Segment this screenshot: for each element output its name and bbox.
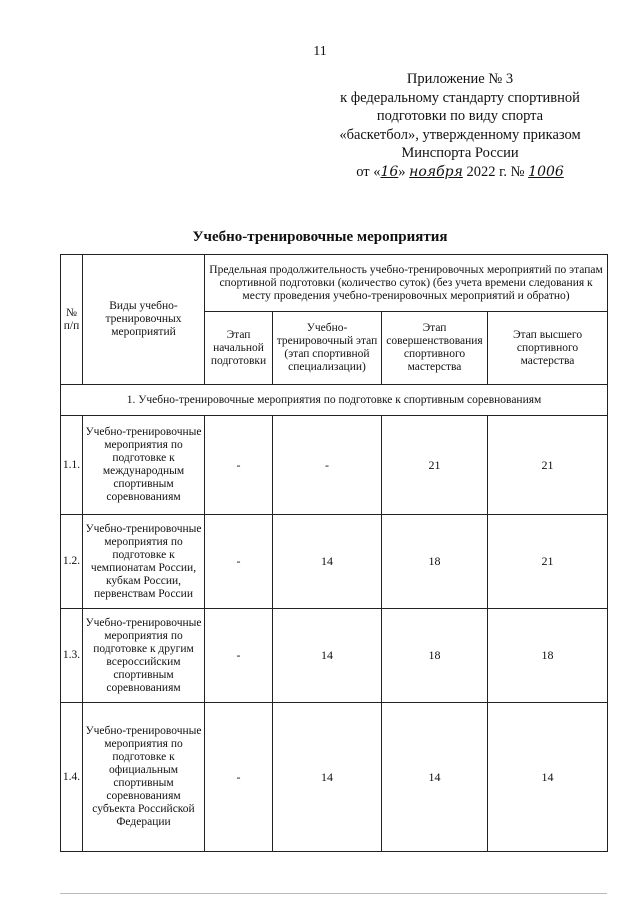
section-title: 1. Учебно-тренировочные мероприятия по подготовке к спортивным соревнованиям <box>61 385 608 416</box>
table-header-row <box>61 255 608 312</box>
appendix-header <box>310 70 610 181</box>
appendix-line-1: Приложение № 3 <box>406 71 514 87</box>
header-group: Предельная продолжительность учебно-тренировочных мероприятий по этапам спортивной подготовки (количество суток) (без учета времени следования к месту проведения учебно-тренировочных мероприятий и обратно) <box>205 255 608 312</box>
order-year: 2022 г. № <box>462 163 529 180</box>
row-value-stage-3: 18 <box>382 609 488 703</box>
header-stage-3: Этап совершенствования спортивного мастерства <box>382 312 488 385</box>
row-value-stage-1: - <box>205 703 273 852</box>
row-value-stage-4: 18 <box>488 609 608 703</box>
row-value-stage-3: 18 <box>382 515 488 609</box>
page-number: 11 <box>313 44 327 59</box>
row-num: 1.2. <box>61 515 83 609</box>
row-kind: Учебно-тренировочные мероприятия по подготовке к другим всероссийским спортивным соревнованиям <box>83 609 205 703</box>
order-day: 16 <box>380 163 399 180</box>
order-prefix: от « <box>356 163 381 180</box>
table-row <box>61 515 608 609</box>
row-value-stage-1: - <box>205 416 273 515</box>
row-value-stage-4: 14 <box>488 703 608 852</box>
appendix-line-3: подготовки по виду спорта <box>376 108 544 124</box>
page-bottom-divider <box>60 893 607 894</box>
table-row <box>61 703 608 852</box>
header-kind: Виды учебно-тренировочных мероприятий <box>83 255 205 385</box>
header-stage-2: Учебно-тренировочный этап (этап спортивной специализации) <box>273 312 382 385</box>
row-value-stage-2: 14 <box>273 609 382 703</box>
row-value-stage-4: 21 <box>488 416 608 515</box>
row-value-stage-1: - <box>205 515 273 609</box>
row-kind: Учебно-тренировочные мероприятия по подготовке к международным спортивным соревнованиям <box>83 416 205 515</box>
row-value-stage-2: - <box>273 416 382 515</box>
row-kind: Учебно-тренировочные мероприятия по подготовке к официальным спортивным соревнованиям субъекта Российской Федерации <box>83 703 205 852</box>
row-value-stage-3: 14 <box>382 703 488 852</box>
header-stage-4: Этап высшего спортивного мастерства <box>488 312 608 385</box>
table-row <box>61 416 608 515</box>
order-number: 1006 <box>528 163 564 180</box>
row-value-stage-2: 14 <box>273 515 382 609</box>
order-mid: » <box>398 163 410 180</box>
header-stage-1: Этап начальной подготовки <box>205 312 273 385</box>
row-kind: Учебно-тренировочные мероприятия по подготовке к чемпионатам России, кубкам России, первенствам России <box>83 515 205 609</box>
appendix-line-5: Минспорта России <box>401 145 519 161</box>
table-row <box>61 609 608 703</box>
row-num: 1.4. <box>61 703 83 852</box>
row-value-stage-2: 14 <box>273 703 382 852</box>
order-line <box>310 163 610 182</box>
events-table <box>60 254 608 852</box>
section-row <box>61 385 608 416</box>
row-value-stage-4: 21 <box>488 515 608 609</box>
row-num: 1.1. <box>61 416 83 515</box>
appendix-line-4: «баскетбол», утвержденному приказом <box>339 126 581 143</box>
row-value-stage-3: 21 <box>382 416 488 515</box>
row-num: 1.3. <box>61 609 83 703</box>
header-num: № п/п <box>61 255 83 385</box>
appendix-line-2: к федеральному стандарту спортивной <box>340 89 580 106</box>
document-title: Учебно-тренировочные мероприятия <box>192 229 448 245</box>
row-value-stage-1: - <box>205 609 273 703</box>
order-month: ноября <box>409 163 463 180</box>
